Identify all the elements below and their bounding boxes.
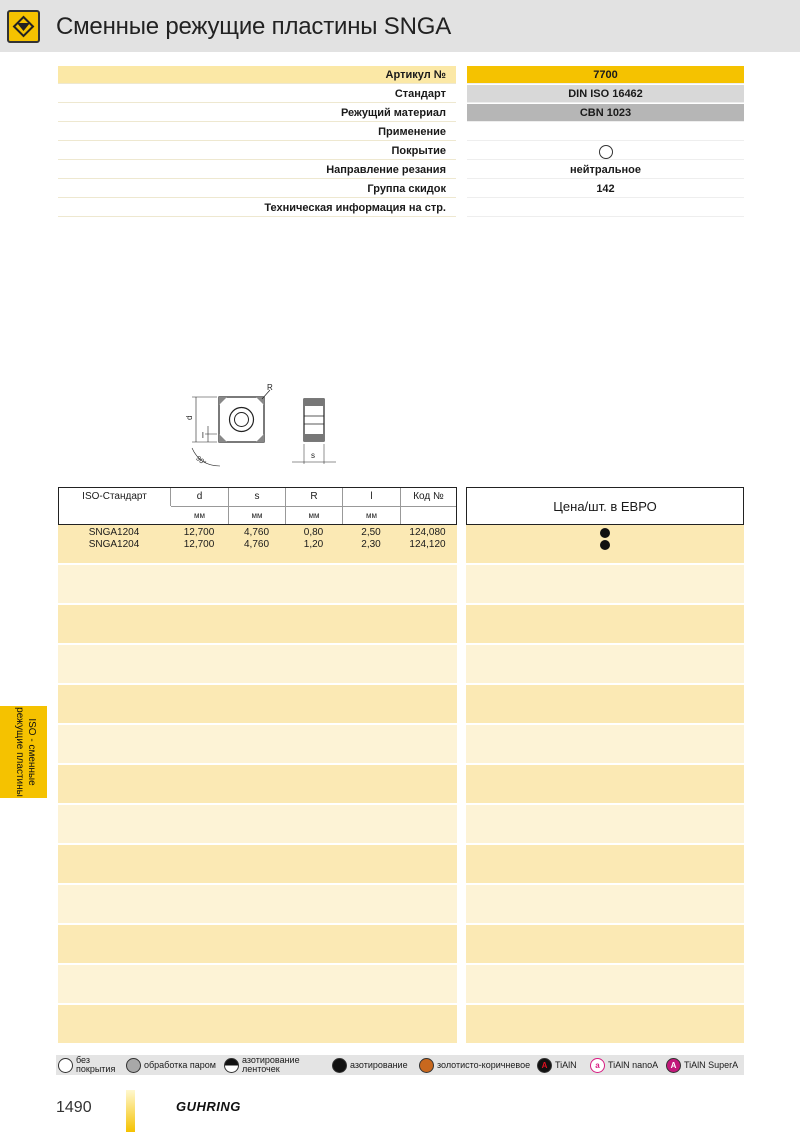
- legend-label: золотисто-коричневое: [437, 1059, 531, 1070]
- cell-iso: SNGA1204: [88, 539, 140, 550]
- cell-s: 4,760: [243, 539, 270, 550]
- header-r: R: [286, 488, 343, 506]
- price-band: [466, 1005, 744, 1043]
- table-band: [58, 525, 457, 563]
- legend-item-tialn-nano: [590, 1056, 658, 1074]
- price-band: [466, 765, 744, 803]
- legend-label: TiAlN nanoA: [608, 1059, 659, 1070]
- insert-drawing-svg: [170, 378, 350, 470]
- page-title: Сменные режущие пластины SNGA: [56, 13, 452, 40]
- table-band: [58, 725, 457, 763]
- spec-value: [467, 142, 744, 160]
- header-s: s: [229, 488, 286, 506]
- label-angle: 90°: [194, 455, 207, 468]
- legend-item-uncoated: [58, 1056, 115, 1074]
- price-band: [466, 885, 744, 923]
- spec-value: 7700: [467, 66, 744, 84]
- spec-label: Направление резания: [58, 161, 456, 179]
- legend-letter: A: [670, 1060, 677, 1070]
- circle-gray-icon: [126, 1058, 141, 1073]
- legend-item-nitride-land: [224, 1056, 300, 1074]
- table-header: [58, 487, 457, 525]
- header-d: d: [171, 488, 229, 506]
- spec-label: Техническая информация на стр.: [58, 199, 456, 217]
- price-band: [466, 845, 744, 883]
- table-band: [58, 885, 457, 923]
- price-band: [466, 605, 744, 643]
- circle-half-icon: [224, 1058, 239, 1073]
- price-band: [466, 525, 744, 563]
- spec-row-application: [58, 123, 744, 142]
- spec-label: Применение: [58, 123, 456, 141]
- legend-line1: азотирование: [242, 1055, 300, 1065]
- brand-logo: GUHRING: [176, 1099, 241, 1114]
- spec-row-standard: [58, 85, 744, 104]
- spec-value: [467, 199, 744, 217]
- cell-d: 12,700: [183, 527, 215, 538]
- legend-label: TiAlN: [555, 1059, 577, 1070]
- letter-a-magenta-icon: [666, 1058, 681, 1073]
- label-d: d: [185, 415, 194, 420]
- table-row[interactable]: [58, 539, 457, 551]
- label-l: l: [202, 431, 204, 440]
- spec-label: Режущий материал: [58, 104, 456, 122]
- legend-item-gold-brown: [419, 1056, 530, 1074]
- label-s: s: [311, 451, 315, 460]
- spec-row-article: [58, 66, 744, 85]
- spec-row-material: [58, 104, 744, 123]
- spec-label: Артикул №: [58, 66, 456, 84]
- spec-row-discount: [58, 180, 744, 199]
- cell-r: 0,80: [303, 527, 324, 538]
- spec-table: [58, 66, 744, 218]
- page-number: 1490: [56, 1099, 92, 1116]
- price-band: [466, 685, 744, 723]
- legend-item-steam: [126, 1056, 216, 1074]
- price-band: [466, 565, 744, 603]
- spec-label: Покрытие: [58, 142, 456, 160]
- header-l: l: [343, 488, 401, 506]
- cell-l: 2,30: [361, 539, 381, 550]
- side-tab-line2: режущие пластины: [14, 707, 25, 797]
- price-band: [466, 805, 744, 843]
- legend-label: [76, 1056, 115, 1074]
- price-band: [466, 645, 744, 683]
- legend-label: [242, 1056, 300, 1074]
- legend-letter: A: [541, 1060, 548, 1070]
- spec-value: DIN ISO 16462: [467, 85, 744, 103]
- table-band: [58, 845, 457, 883]
- table-band: [58, 565, 457, 603]
- spec-label: Группа скидок: [58, 180, 456, 198]
- table-band: [58, 1005, 457, 1043]
- cell-l: 2,50: [361, 527, 381, 538]
- page-header: [0, 0, 800, 52]
- unit-s: мм: [229, 507, 286, 524]
- spec-row-coating: [58, 142, 744, 161]
- availability-dot-icon: [600, 528, 610, 538]
- price-band: [466, 925, 744, 963]
- legend-label: азотирование: [350, 1059, 408, 1070]
- legend-line1: без: [76, 1055, 90, 1065]
- insert-drawing: [170, 378, 350, 470]
- spec-value: нейтральное: [467, 161, 744, 179]
- spec-value: 142: [467, 180, 744, 198]
- header-iso: ISO-Стандарт: [59, 488, 171, 506]
- legend-letter: a: [595, 1060, 600, 1070]
- cell-d: 12,700: [183, 539, 215, 550]
- price-table: [466, 487, 744, 1043]
- letter-a-red-icon: [537, 1058, 552, 1073]
- cell-code: 124,120: [409, 539, 446, 550]
- availability-dot-icon: [600, 540, 610, 550]
- legend-label: TiAlN SuperA: [684, 1059, 739, 1070]
- legend-line2: ленточек: [242, 1064, 280, 1074]
- unit-r: мм: [286, 507, 343, 524]
- cell-s: 4,760: [243, 527, 270, 538]
- cell-iso: SNGA1204: [88, 527, 140, 538]
- table-row[interactable]: [58, 527, 457, 539]
- spec-row-direction: [58, 161, 744, 180]
- circle-outline-icon: [58, 1058, 73, 1073]
- table-band: [58, 805, 457, 843]
- table-band: [58, 685, 457, 723]
- legend-line2: покрытия: [76, 1064, 116, 1074]
- cell-code: 124,080: [409, 527, 446, 538]
- table-band: [58, 925, 457, 963]
- spec-value: [467, 123, 744, 141]
- circle-black-icon: [332, 1058, 347, 1073]
- letter-a-pink-icon: [590, 1058, 605, 1073]
- section-side-tab[interactable]: [0, 706, 47, 798]
- price-band: [466, 965, 744, 1003]
- table-band: [58, 765, 457, 803]
- label-r: R: [267, 383, 273, 392]
- spec-label: Стандарт: [58, 85, 456, 103]
- unit-d: мм: [171, 507, 229, 524]
- header-code: Код №: [413, 491, 444, 502]
- price-band: [466, 725, 744, 763]
- guhring-logo-icon: [7, 10, 40, 43]
- unit-code: [401, 507, 456, 524]
- legend-label: обработка паром: [144, 1059, 216, 1070]
- legend-item-nitride: [332, 1056, 408, 1074]
- circle-brown-icon: [419, 1058, 434, 1073]
- uncoated-circle-icon: [599, 145, 613, 159]
- side-tab-label: [0, 706, 47, 798]
- footer-accent-bar: [126, 1090, 135, 1132]
- spec-value: CBN 1023: [467, 104, 744, 122]
- cell-r: 1,20: [303, 539, 324, 550]
- article-table: [58, 487, 457, 1043]
- table-band: [58, 605, 457, 643]
- legend-item-tialn: [537, 1056, 577, 1074]
- legend-item-tialn-super: [666, 1056, 738, 1074]
- side-tab-line1: ISO - сменные: [26, 718, 37, 786]
- unit-l: мм: [343, 507, 401, 524]
- coating-legend: [56, 1055, 744, 1075]
- price-header: Цена/шт. в ЕВРО: [466, 487, 744, 525]
- spec-row-tech-info: [58, 199, 744, 218]
- table-band: [58, 645, 457, 683]
- table-band: [58, 965, 457, 1003]
